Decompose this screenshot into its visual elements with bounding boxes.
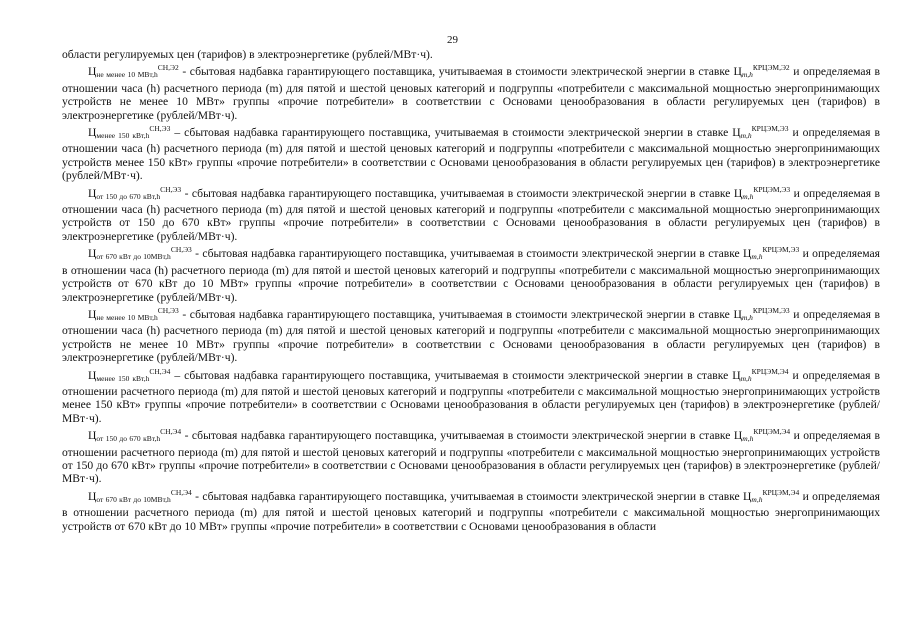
- definition-paragraph: [62, 486, 880, 533]
- definition-text: – сбытовая надбавка гарантирующего поставщика, учитываемая в стоимости электрической энергии в ставке: [174, 126, 729, 140]
- symbol-subscript: от 150 до 670 кВт,h: [96, 434, 161, 444]
- symbol-base: Ц: [88, 429, 97, 443]
- symbol-superscript: КРЦЭМ,Э3: [762, 245, 800, 255]
- symbol-base: Ц: [88, 368, 97, 382]
- symbol-superscript: КРЦЭМ,Э4: [762, 487, 800, 497]
- symbol-base: Ц: [733, 429, 743, 443]
- symbol-subscript: менее 150 кВт,h: [96, 373, 150, 383]
- paragraph-list: [62, 61, 880, 533]
- definition-paragraph: [62, 243, 880, 304]
- symbol-base: Ц: [88, 126, 97, 140]
- reference-symbol: [733, 65, 789, 78]
- symbol-base: Ц: [733, 186, 743, 200]
- definition-paragraph: [62, 122, 880, 183]
- tariff-symbol: [88, 126, 170, 139]
- definition-tail: и определяемая в отношении часа (h) расчетного периода (m) для пятой и шестой ценовых категорий и подгруппы «потребители с максимальной мощностью энергопринимающих устройств не менее 10 МВт» группы «прочие потребители» в соответствии с Основами ценообразования в области регулируемых цен (тарифов) в электроэнергетике (рублей/МВт·ч).: [62, 65, 880, 122]
- definition-paragraph: [62, 425, 880, 486]
- reference-symbol: [743, 247, 799, 260]
- reference-symbol: [734, 429, 790, 442]
- tariff-symbol: [88, 487, 192, 504]
- definition-paragraph: [62, 61, 880, 122]
- definition-text: - сбытовая надбавка гарантирующего поставщика, учитываемая в стоимости электрической энергии в ставке: [184, 429, 731, 443]
- symbol-base: Ц: [88, 65, 97, 79]
- symbol-superscript: КРЦЭМ,Э3: [753, 184, 791, 194]
- reference-symbol: [733, 305, 790, 322]
- symbol-base: Ц: [732, 126, 741, 140]
- symbol-subscript: m,h: [741, 70, 753, 80]
- symbol-superscript: КРЦЭМ,Э2: [752, 63, 790, 73]
- symbol-subscript: m,h: [751, 494, 763, 504]
- symbol-superscript: СН,Э4: [149, 366, 171, 376]
- definition-paragraph: [62, 183, 880, 244]
- symbol-subscript: m,h: [742, 434, 754, 444]
- definition-text: - сбытовая надбавка гарантирующего поставщика, учитываемая в стоимости электрической энергии в ставке: [195, 489, 740, 503]
- tariff-symbol: [88, 305, 179, 322]
- symbol-base: Ц: [743, 489, 752, 503]
- definition-paragraph: [62, 304, 880, 365]
- symbol-superscript: КРЦЭМ,Э4: [751, 366, 789, 376]
- reference-symbol: [733, 184, 791, 201]
- symbol-subscript: m,h: [741, 312, 753, 322]
- symbol-subscript: не менее 10 МВт,h: [96, 70, 158, 80]
- symbol-base: Ц: [733, 65, 742, 79]
- definition-text: – сбытовая надбавка гарантирующего поставщика, учитываемая в стоимости электрической энергии в ставке: [174, 368, 729, 382]
- tariff-symbol: [88, 65, 179, 78]
- symbol-subscript: от 150 до 670 кВт,h: [96, 191, 161, 201]
- symbol-superscript: СН,Э2: [157, 63, 179, 73]
- reference-symbol: [732, 366, 789, 383]
- symbol-base: Ц: [732, 368, 741, 382]
- tariff-symbol: [88, 247, 192, 260]
- symbol-subscript: m,h: [742, 191, 754, 201]
- symbol-subscript: от 670 кВт до 10МВт,h: [96, 252, 171, 262]
- symbol-superscript: СН,Э3: [160, 184, 182, 194]
- definition-text: - сбытовая надбавка гарантирующего поставщика, учитываемая в стоимости электрической энергии в ставке: [182, 307, 730, 321]
- tariff-symbol: [88, 366, 171, 383]
- reference-symbol: [732, 126, 788, 139]
- symbol-superscript: СН,Э4: [160, 427, 182, 437]
- symbol-subscript: m,h: [751, 252, 763, 262]
- symbol-superscript: СН,Э3: [170, 245, 192, 255]
- definition-tail: и определяемая в отношении расчетного периода (m) для пятой и шестой ценовых категорий и подгруппы «потребители с максимальной мощностью энергопринимающих устройств от 150 до 670 кВт» группы «прочие потребители» в соответствии с Основами ценообразования в области регулируемых цен (тарифов) в электроэнергетике (рублей/МВт·ч).: [62, 429, 881, 486]
- symbol-superscript: СН,Э3: [149, 124, 171, 134]
- definition-tail: и определяемая в отношении расчетного периода (m) для пятой и шестой ценовых категорий и подгруппы «потребители с максимальной мощностью энергопринимающих устройств менее 150 кВт» группы «прочие потребители» в соответствии с Основами ценообразования в области регулируемых цен (тарифов) в электроэнергетике (рублей/МВт·ч).: [62, 368, 880, 425]
- definition-text: - сбытовая надбавка гарантирующего поставщика, учитываемая в стоимости электрической энергии в ставке: [195, 247, 740, 261]
- tariff-symbol: [88, 429, 181, 442]
- symbol-base: Ц: [88, 307, 97, 321]
- symbol-base: Ц: [88, 186, 97, 200]
- symbol-base: Ц: [733, 307, 742, 321]
- definition-tail: и определяемая в отношении часа (h) расчетного периода (m) для пятой и шестой ценовых категорий и подгруппы «потребители с максимальной мощностью энергопринимающих устройств не менее 10 МВт» группы «прочие потребители» в соответствии с Основами ценообразования в области регулируемых цен (тарифов) в электроэнергетике (рублей/МВт·ч).: [62, 307, 880, 365]
- symbol-superscript: КРЦЭМ,Э3: [751, 124, 789, 134]
- symbol-superscript: СН,Э4: [170, 487, 192, 497]
- reference-symbol: [743, 487, 800, 504]
- page-number: 29: [447, 34, 458, 46]
- symbol-superscript: СН,Э3: [157, 305, 179, 315]
- symbol-base: Ц: [88, 489, 97, 503]
- symbol-superscript: КРЦЭМ,Э3: [752, 305, 790, 315]
- symbol-subscript: m,h: [740, 131, 752, 141]
- definition-text: - сбытовая надбавка гарантирующего поставщика, учитываемая в стоимости электрической энергии в ставке: [184, 186, 731, 200]
- symbol-subscript: менее 150 кВт,h: [96, 131, 150, 141]
- definition-tail: и определяемая в отношении часа (h) расчетного периода (m) для пятой и шестой ценовых категорий и подгруппы «потребители с максимальной мощностью энергопринимающих устройств менее 150 кВт» группы «прочие потребители» в соответствии с Основами ценообразования в области регулируемых цен (тарифов) в электроэнергетике (рублей/МВт·ч).: [62, 126, 880, 183]
- symbol-superscript: КРЦЭМ,Э4: [753, 427, 791, 437]
- definition-paragraph: [62, 365, 880, 426]
- symbol-base: Ц: [743, 247, 752, 261]
- symbol-subscript: не менее 10 МВт,h: [96, 312, 158, 322]
- symbol-base: Ц: [88, 247, 97, 261]
- document-body: [62, 48, 880, 533]
- definition-tail: и определяемая в отношении часа (h) расчетного периода (m) для пятой и шестой ценовых категорий и подгруппы «потребители с максимальной мощностью энергопринимающих устройств от 670 кВт до 10 МВт» группы «прочие потребители» в соответствии с Основами ценообразования в области регулируемых цен (тарифов) в электроэнергетике (рублей/МВт·ч).: [62, 247, 880, 304]
- tariff-symbol: [88, 184, 182, 201]
- symbol-subscript: m,h: [740, 373, 752, 383]
- intro-line: области регулируемых цен (тарифов) в электроэнергетике (рублей/МВт·ч).: [62, 48, 433, 61]
- definition-tail: и определяемая в отношении часа (h) расчетного периода (m) для пятой и шестой ценовых категорий и подгруппы «потребители с максимальной мощностью энергопринимающих устройств от 150 до 670 кВт» группы «прочие потребители» в соответствии с Основами ценообразования в области регулируемых цен (тарифов) в электроэнергетике (рублей/МВт·ч).: [62, 186, 881, 243]
- definition-tail: и определяемая в отношении расчетного периода (m) для пятой и шестой ценовых категорий и подгруппы «потребители с максимальной мощностью энергопринимающих устройств от 670 кВт до 10 МВт» группы «прочие потребители» в соответствии с Основами ценообразования в области: [62, 489, 880, 533]
- symbol-subscript: от 670 кВт до 10МВт,h: [96, 494, 171, 504]
- definition-text: - сбытовая надбавка гарантирующего поставщика, учитываемая в стоимости электрической энергии в ставке: [182, 65, 730, 79]
